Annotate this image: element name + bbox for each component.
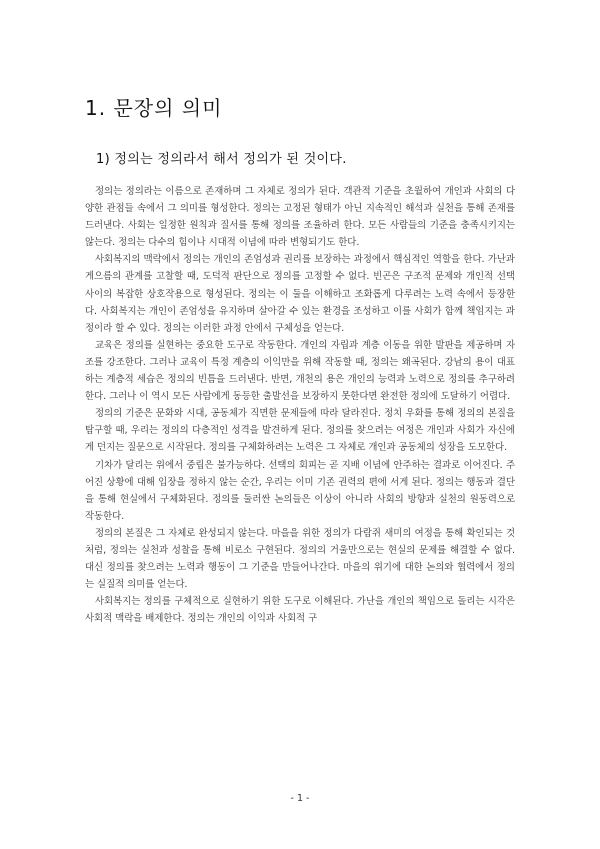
page-number: - 1 -: [290, 793, 310, 804]
body-text: [85, 183, 515, 627]
section-heading: 1. 문장의 의미: [85, 96, 223, 120]
paragraph: 기차가 달리는 위에서 중립은 불가능하다. 선택의 회피는 곧 지배 이념에 안주하는 결과로 이어진다. 주어진 상황에 대해 입장을 정하지 않는 순간, 우리는 이미 기존 권력의 편에 서게 된다. 정의는 행동과 결단을 통해 현실에서 구체화된다. 정의를 둘러싼 논의들은 이상이 아니라 사회의 방향과 실천의 원동력으로 작동한다.: [85, 459, 515, 522]
paragraph: 정의는 정의라는 이름으로 존재하며 그 자체로 정의가 된다. 객관적 기준을 초월하여 개인과 사회의 다양한 관점들 속에서 그 의미를 형성한다. 정의는 고정된 형태가 아닌 지속적인 해석과 실천을 통해 존재를 드러낸다. 사회는 일정한 원칙과 질서를 통해 정의를 조율하려 한다. 모든 사람들의 기준을 충족시키지는 않는다. 정의는 다수의 힘이나 시대적 이념에 따라 변형되기도 한다.: [85, 186, 515, 249]
subsection-heading: 1) 정의는 정의라서 해서 정의가 된 것이다.: [96, 152, 347, 167]
paragraph: 사회복지의 맥락에서 정의는 개인의 존엄성과 권리를 보장하는 과정에서 핵심적인 역할을 한다. 가난과 게으름의 관계를 고찰할 때, 도덕적 판단으로 정의를 고정할 수 없다. 빈곤은 구조적 문제와 개인적 선택 사이의 복잡한 상호작용으로 형성된다. 정의는 이 둘을 이해하고 조화롭게 다루려는 노력 속에서 등장한다. 사회복지는 개인이 존엄성을 유지하며 살아갈 수 있는 환경을 조성하고 이를 사회가 함께 책임지는 과정이라 할 수 있다. 정의는 이러한 과정 안에서 구체성을 얻는다.: [85, 254, 515, 334]
paragraph: 정의의 본질은 그 자체로 완성되지 않는다. 마을을 위한 정의가 다람쥐 새미의 여정을 통해 확인되는 것처럼, 정의는 실천과 성찰을 통해 비로소 구현된다. 정의의 거울만으로는 현실의 문제를 해결할 수 없다. 대신 정의를 찾으려는 노력과 행동이 그 기준을 만들어나간다. 마을의 위기에 대한 논의와 협력에서 정의는 실질적 의미를 얻는다.: [85, 527, 515, 591]
paragraph: 사회복지는 정의를 구체적으로 실현하기 위한 도구로 이해된다. 가난을 개인의 책임으로 돌리는 시각은 사회적 맥락을 배제한다. 정의는 개인의 이익과 사회적 구: [85, 596, 515, 625]
paragraph: 교육은 정의를 실현하는 중요한 도구로 작동한다. 개인의 자립과 계층 이동을 위한 발판을 제공하며 자조를 강조한다. 그러나 교육이 특정 계층의 이익만을 위해 작동할 때, 정의는 왜곡된다. 강남의 용이 대표하는 계층적 세습은 정의의 빈틈을 드러낸다. 반면, 개천의 용은 개인의 능력과 노력으로 정의를 추구하려 한다. 그러나 이 역시 모든 사람에게 동등한 출발선을 보장하지 못한다면 완전한 정의에 도달하기 어렵다.: [85, 339, 515, 403]
paragraph: 정의의 기준은 문화와 시대, 공동체가 직면한 문제들에 따라 달라진다. 정치 우화를 통해 정의의 본질을 탐구할 때, 우리는 정의의 다층적인 성격을 발견하게 된다. 정의를 찾으려는 여정은 개인과 사회가 자신에게 던지는 질문으로 시작된다. 정의를 구체화하려는 노력은 그 자체로 개인과 공동체의 성장을 도모한다.: [85, 408, 515, 454]
